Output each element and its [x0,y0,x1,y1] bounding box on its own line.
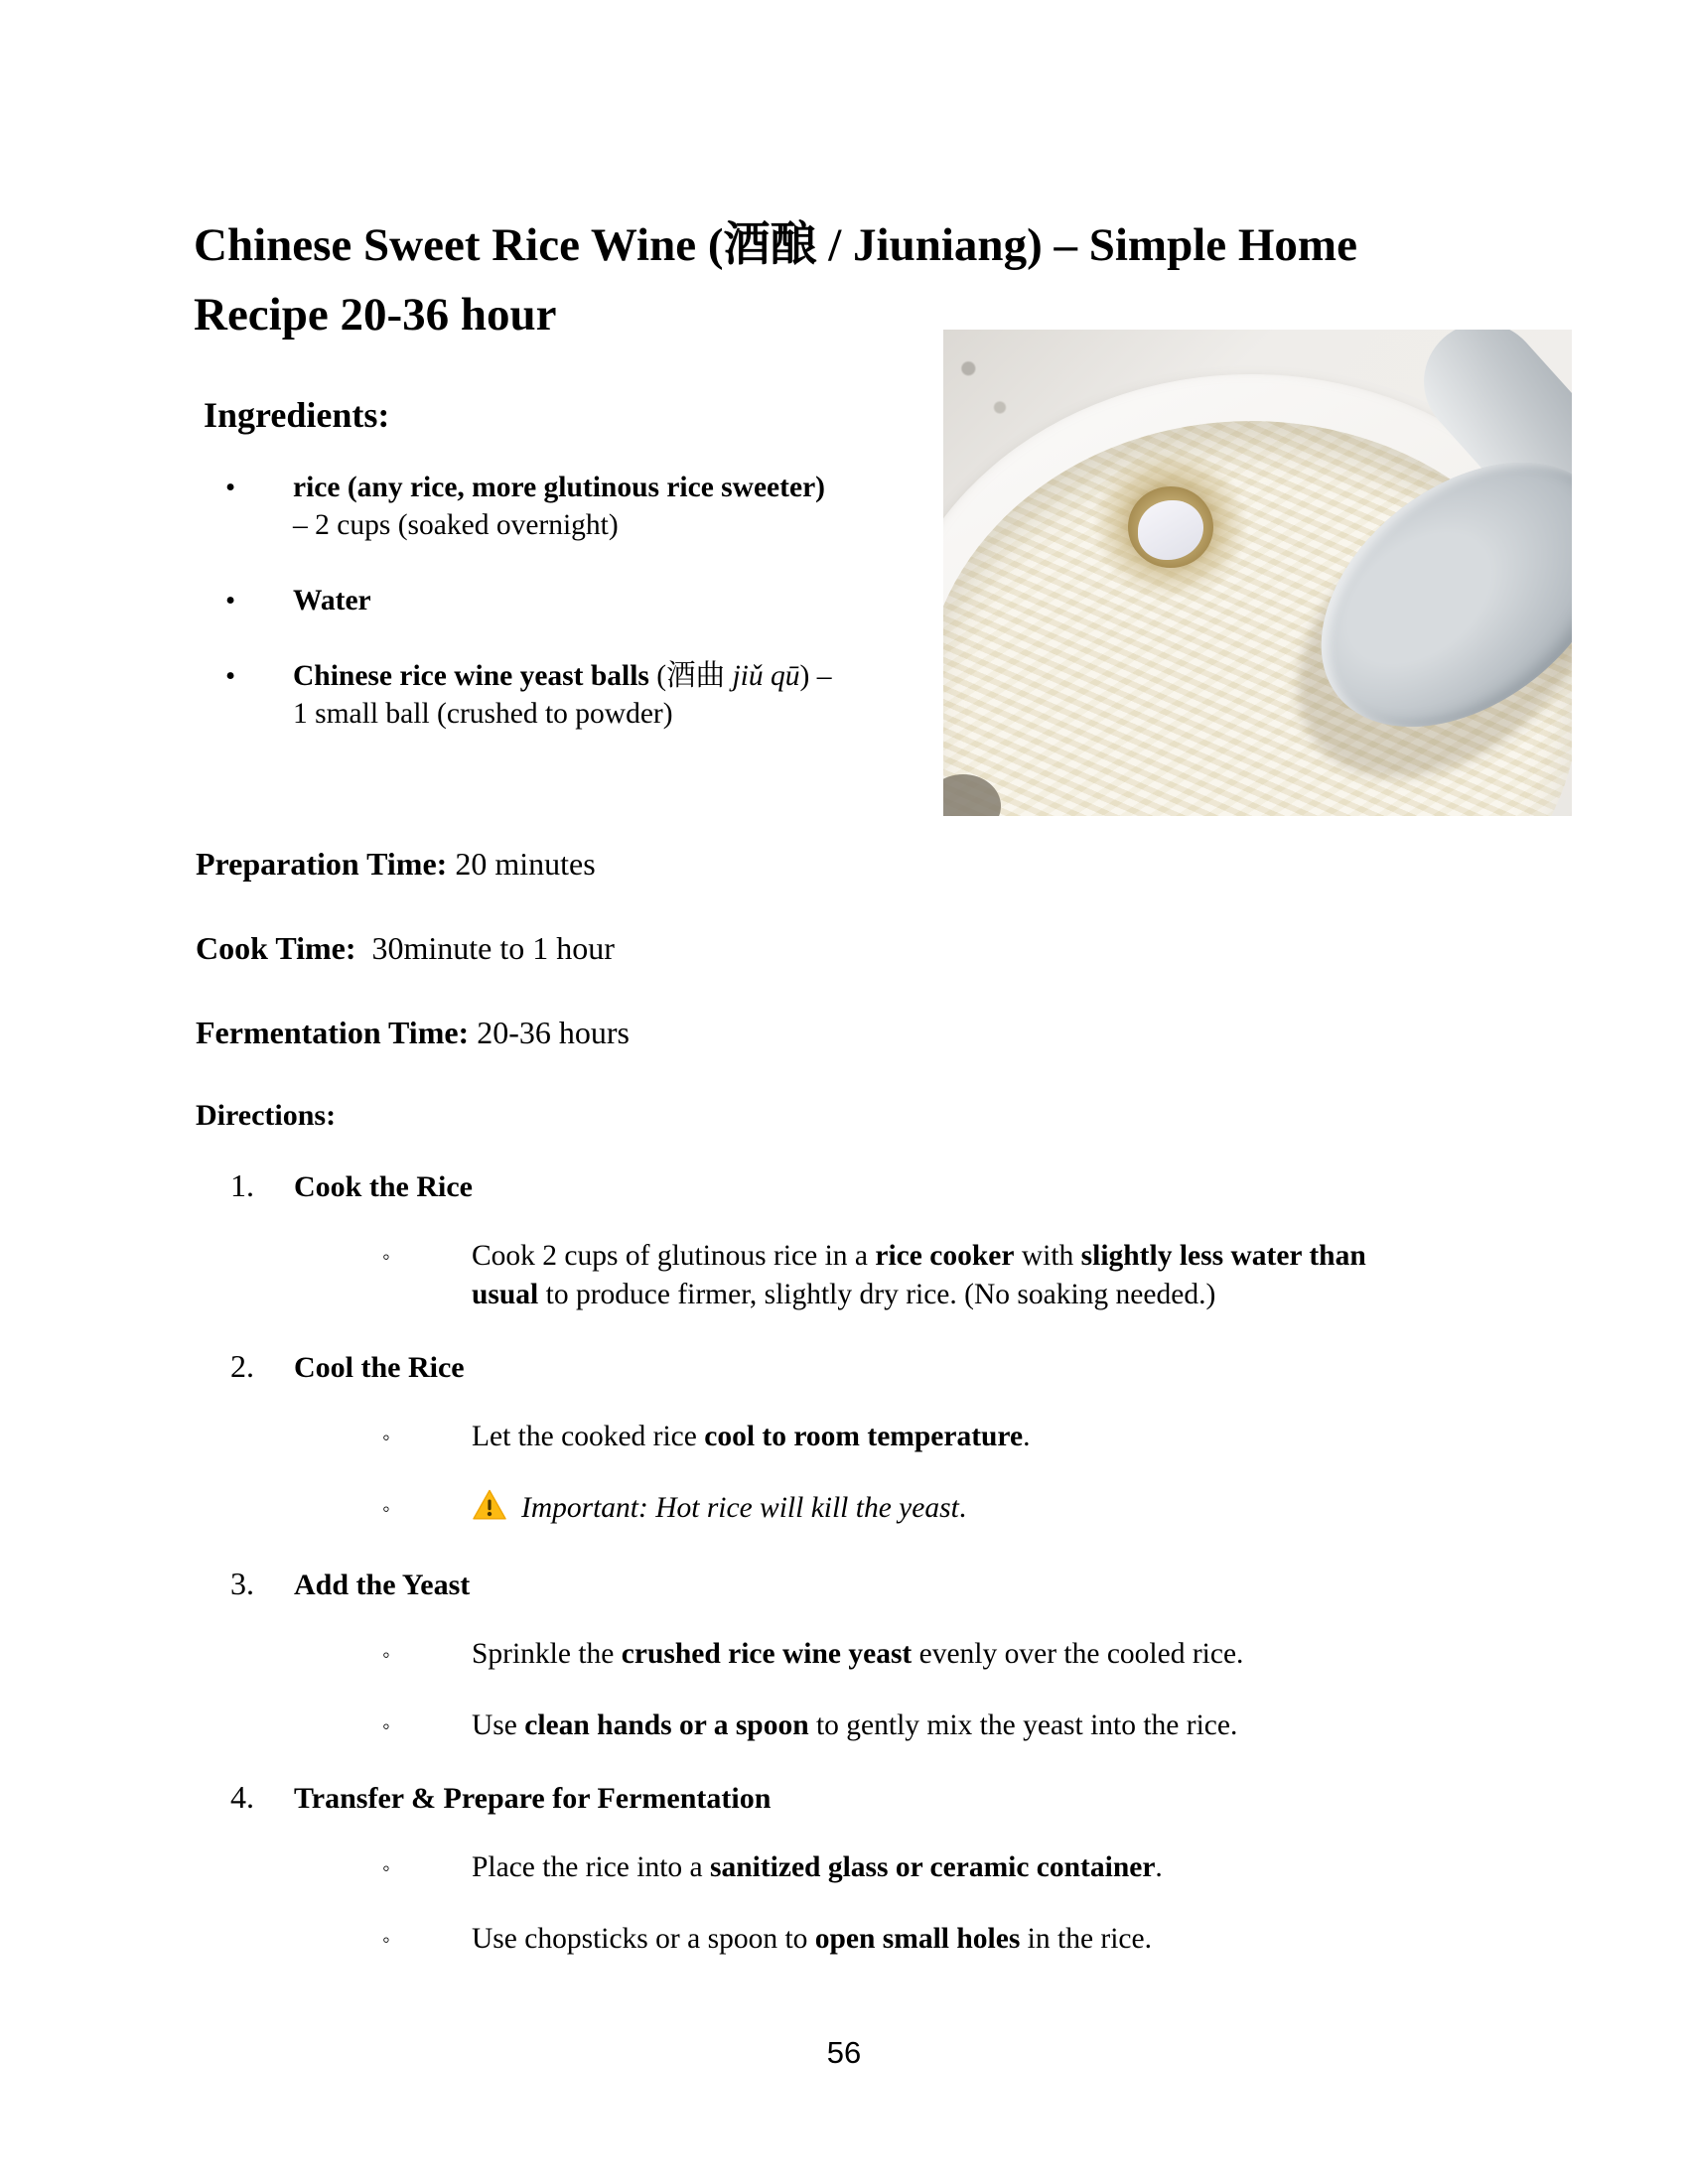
substep-text: Use chopsticks or a spoon to open small holes in the rice. [472,1923,1152,1955]
fermentation-time: Fermentation Time: 20-36 hours [196,1015,630,1050]
step-title: Add the Yeast [294,1569,471,1601]
recipe-times-section [196,844,1688,1052]
step-header [230,1167,1688,1204]
directions-section [0,1097,1688,1959]
substep-text [472,1489,966,1532]
step-number: 4. [230,1779,254,1815]
substep-text: Use clean hands or a spoon to gently mix the yeast into the rice. [472,1709,1238,1741]
bullet-icon: • [225,660,236,692]
step-header [230,1348,1688,1385]
list-item [225,657,990,733]
bullet-icon: • [225,472,236,503]
direction-step-3 [0,1566,1688,1745]
circle-bullet-icon: ◦ [382,1855,390,1880]
circle-bullet-icon: ◦ [382,1642,390,1667]
warning-icon [472,1489,507,1532]
substep [382,1848,1688,1887]
substep [382,1920,1688,1959]
direction-step-2 [0,1348,1688,1532]
step-title: Transfer & Prepare for Fermentation [294,1782,772,1815]
step-number: 3. [230,1566,254,1601]
ingredient-text: rice (any rice, more glutinous rice sweeter) – 2 cups (soaked overnight) [293,472,825,541]
step-number: 2. [230,1348,254,1384]
ingredient-text: Water [293,585,371,616]
preparation-time: Preparation Time: 20 minutes [196,846,596,882]
step-title: Cool the Rice [294,1351,465,1384]
page-title: Chinese Sweet Rice Wine (酒酿 / Jiuniang) – Simple Home Recipe 20-36 hour [194,219,1357,341]
substep-text: Place the rice into a sanitized glass or ceramic container. [472,1851,1163,1883]
directions-heading: Directions: [196,1099,337,1132]
circle-bullet-icon: ◦ [382,1927,390,1952]
substep-warning [382,1489,1688,1532]
substep-text: Sprinkle the crushed rice wine yeast evenly over the cooled rice. [472,1638,1244,1670]
substep [382,1706,1688,1745]
recipe-photo [943,330,1572,816]
step-title: Cook the Rice [294,1170,473,1203]
cook-time: Cook Time: 30minute to 1 hour [196,930,615,966]
step-number: 1. [230,1167,254,1203]
list-item [225,582,990,619]
list-item [225,469,990,544]
bullet-icon: • [225,585,236,616]
substep [382,1635,1688,1674]
circle-bullet-icon: ◦ [382,1244,390,1269]
substep [382,1418,1688,1456]
page-number: 56 [826,2035,862,2070]
circle-bullet-icon: ◦ [382,1713,390,1738]
ingredients-heading: Ingredients: [204,395,390,435]
substep-text: Cook 2 cups of glutinous rice in a rice cooker with slightly less water than usual to produce firmer, slightly dry rice. (No soaking needed.) [472,1240,1366,1310]
step-header [230,1566,1688,1602]
circle-bullet-icon: ◦ [382,1425,390,1449]
direction-step-4 [0,1779,1688,1959]
warning-text: Important: Hot rice will kill the yeast. [521,1492,967,1524]
step-header [230,1779,1688,1816]
substep-text: Let the cooked rice cool to room temperature. [472,1421,1031,1452]
circle-bullet-icon: ◦ [382,1496,390,1521]
ingredient-text: Chinese rice wine yeast balls (酒曲 jiǔ qū) – 1 small ball (crushed to powder) [293,660,832,730]
direction-step-1 [0,1167,1688,1314]
substep [382,1237,1688,1314]
